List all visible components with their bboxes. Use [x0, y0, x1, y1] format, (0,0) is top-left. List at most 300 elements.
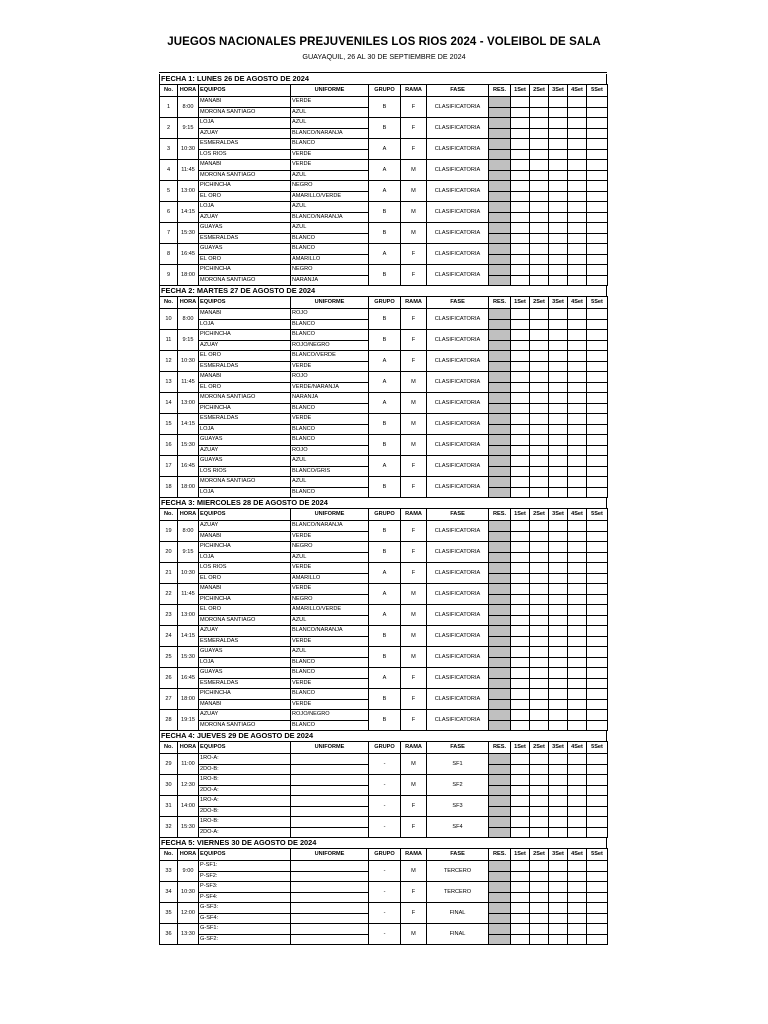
set-2-cell[interactable] [530, 903, 549, 914]
set-2-cell[interactable] [530, 615, 549, 626]
set-4-cell[interactable] [568, 594, 587, 605]
set-2-cell[interactable] [530, 202, 549, 213]
set-3-cell[interactable] [549, 882, 568, 893]
result-cell[interactable] [489, 191, 511, 202]
set-3-cell[interactable] [549, 382, 568, 393]
set-2-cell[interactable] [530, 668, 549, 679]
set-5-cell[interactable] [587, 340, 608, 351]
set-1-cell[interactable] [511, 435, 530, 446]
set-4-cell[interactable] [568, 827, 587, 838]
set-4-cell[interactable] [568, 892, 587, 903]
set-3-cell[interactable] [549, 764, 568, 775]
set-2-cell[interactable] [530, 552, 549, 563]
set-5-cell[interactable] [587, 584, 608, 595]
set-4-cell[interactable] [568, 309, 587, 320]
set-4-cell[interactable] [568, 689, 587, 700]
set-2-cell[interactable] [530, 393, 549, 404]
set-2-cell[interactable] [530, 403, 549, 414]
set-4-cell[interactable] [568, 584, 587, 595]
set-5-cell[interactable] [587, 913, 608, 924]
set-2-cell[interactable] [530, 319, 549, 330]
set-3-cell[interactable] [549, 97, 568, 108]
result-cell[interactable] [489, 139, 511, 150]
set-5-cell[interactable] [587, 594, 608, 605]
set-2-cell[interactable] [530, 605, 549, 616]
set-3-cell[interactable] [549, 191, 568, 202]
set-2-cell[interactable] [530, 806, 549, 817]
set-3-cell[interactable] [549, 139, 568, 150]
set-5-cell[interactable] [587, 191, 608, 202]
set-3-cell[interactable] [549, 149, 568, 160]
result-cell[interactable] [489, 861, 511, 872]
set-2-cell[interactable] [530, 340, 549, 351]
set-2-cell[interactable] [530, 764, 549, 775]
set-1-cell[interactable] [511, 456, 530, 467]
set-1-cell[interactable] [511, 689, 530, 700]
set-5-cell[interactable] [587, 466, 608, 477]
set-2-cell[interactable] [530, 785, 549, 796]
set-5-cell[interactable] [587, 542, 608, 553]
result-cell[interactable] [489, 689, 511, 700]
result-cell[interactable] [489, 244, 511, 255]
set-1-cell[interactable] [511, 720, 530, 731]
set-5-cell[interactable] [587, 319, 608, 330]
set-4-cell[interactable] [568, 657, 587, 668]
set-1-cell[interactable] [511, 118, 530, 129]
set-3-cell[interactable] [549, 244, 568, 255]
set-4-cell[interactable] [568, 202, 587, 213]
result-cell[interactable] [489, 913, 511, 924]
set-4-cell[interactable] [568, 531, 587, 542]
set-3-cell[interactable] [549, 424, 568, 435]
set-3-cell[interactable] [549, 689, 568, 700]
set-3-cell[interactable] [549, 456, 568, 467]
set-2-cell[interactable] [530, 827, 549, 838]
set-2-cell[interactable] [530, 934, 549, 945]
set-4-cell[interactable] [568, 542, 587, 553]
set-1-cell[interactable] [511, 275, 530, 286]
result-cell[interactable] [489, 605, 511, 616]
set-2-cell[interactable] [530, 720, 549, 731]
set-1-cell[interactable] [511, 882, 530, 893]
set-2-cell[interactable] [530, 456, 549, 467]
set-3-cell[interactable] [549, 806, 568, 817]
set-2-cell[interactable] [530, 466, 549, 477]
set-5-cell[interactable] [587, 244, 608, 255]
set-1-cell[interactable] [511, 97, 530, 108]
set-2-cell[interactable] [530, 424, 549, 435]
set-5-cell[interactable] [587, 435, 608, 446]
set-2-cell[interactable] [530, 892, 549, 903]
set-1-cell[interactable] [511, 892, 530, 903]
result-cell[interactable] [489, 382, 511, 393]
set-3-cell[interactable] [549, 796, 568, 807]
set-4-cell[interactable] [568, 361, 587, 372]
set-1-cell[interactable] [511, 903, 530, 914]
result-cell[interactable] [489, 699, 511, 710]
set-4-cell[interactable] [568, 647, 587, 658]
set-1-cell[interactable] [511, 678, 530, 689]
set-1-cell[interactable] [511, 861, 530, 872]
set-3-cell[interactable] [549, 351, 568, 362]
set-1-cell[interactable] [511, 403, 530, 414]
set-4-cell[interactable] [568, 139, 587, 150]
set-1-cell[interactable] [511, 414, 530, 425]
set-3-cell[interactable] [549, 542, 568, 553]
result-cell[interactable] [489, 924, 511, 935]
set-4-cell[interactable] [568, 521, 587, 532]
set-4-cell[interactable] [568, 393, 587, 404]
set-4-cell[interactable] [568, 191, 587, 202]
set-1-cell[interactable] [511, 806, 530, 817]
set-2-cell[interactable] [530, 636, 549, 647]
set-4-cell[interactable] [568, 149, 587, 160]
set-1-cell[interactable] [511, 393, 530, 404]
set-2-cell[interactable] [530, 275, 549, 286]
set-4-cell[interactable] [568, 678, 587, 689]
set-4-cell[interactable] [568, 414, 587, 425]
set-4-cell[interactable] [568, 254, 587, 265]
result-cell[interactable] [489, 573, 511, 584]
set-3-cell[interactable] [549, 445, 568, 456]
set-3-cell[interactable] [549, 552, 568, 563]
set-5-cell[interactable] [587, 699, 608, 710]
set-5-cell[interactable] [587, 170, 608, 181]
result-cell[interactable] [489, 223, 511, 234]
set-1-cell[interactable] [511, 309, 530, 320]
set-5-cell[interactable] [587, 552, 608, 563]
set-4-cell[interactable] [568, 636, 587, 647]
result-cell[interactable] [489, 775, 511, 786]
set-5-cell[interactable] [587, 903, 608, 914]
set-5-cell[interactable] [587, 403, 608, 414]
set-2-cell[interactable] [530, 882, 549, 893]
set-3-cell[interactable] [549, 118, 568, 129]
set-4-cell[interactable] [568, 710, 587, 721]
result-cell[interactable] [489, 796, 511, 807]
set-5-cell[interactable] [587, 657, 608, 668]
set-2-cell[interactable] [530, 382, 549, 393]
set-1-cell[interactable] [511, 542, 530, 553]
set-3-cell[interactable] [549, 233, 568, 244]
result-cell[interactable] [489, 361, 511, 372]
set-1-cell[interactable] [511, 615, 530, 626]
set-3-cell[interactable] [549, 403, 568, 414]
set-2-cell[interactable] [530, 435, 549, 446]
set-5-cell[interactable] [587, 775, 608, 786]
set-4-cell[interactable] [568, 466, 587, 477]
result-cell[interactable] [489, 456, 511, 467]
set-2-cell[interactable] [530, 594, 549, 605]
set-2-cell[interactable] [530, 445, 549, 456]
set-4-cell[interactable] [568, 424, 587, 435]
set-4-cell[interactable] [568, 181, 587, 192]
set-4-cell[interactable] [568, 764, 587, 775]
result-cell[interactable] [489, 340, 511, 351]
set-5-cell[interactable] [587, 573, 608, 584]
set-1-cell[interactable] [511, 871, 530, 882]
result-cell[interactable] [489, 212, 511, 223]
set-3-cell[interactable] [549, 647, 568, 658]
result-cell[interactable] [489, 678, 511, 689]
result-cell[interactable] [489, 647, 511, 658]
set-3-cell[interactable] [549, 393, 568, 404]
set-1-cell[interactable] [511, 330, 530, 341]
set-5-cell[interactable] [587, 827, 608, 838]
set-5-cell[interactable] [587, 254, 608, 265]
set-4-cell[interactable] [568, 615, 587, 626]
set-4-cell[interactable] [568, 563, 587, 574]
set-2-cell[interactable] [530, 330, 549, 341]
result-cell[interactable] [489, 330, 511, 341]
set-3-cell[interactable] [549, 170, 568, 181]
set-3-cell[interactable] [549, 477, 568, 488]
set-2-cell[interactable] [530, 626, 549, 637]
set-1-cell[interactable] [511, 361, 530, 372]
set-1-cell[interactable] [511, 340, 530, 351]
set-5-cell[interactable] [587, 563, 608, 574]
set-1-cell[interactable] [511, 817, 530, 828]
set-5-cell[interactable] [587, 796, 608, 807]
set-2-cell[interactable] [530, 657, 549, 668]
set-4-cell[interactable] [568, 806, 587, 817]
set-4-cell[interactable] [568, 223, 587, 234]
set-1-cell[interactable] [511, 913, 530, 924]
set-1-cell[interactable] [511, 487, 530, 498]
set-4-cell[interactable] [568, 456, 587, 467]
result-cell[interactable] [489, 202, 511, 213]
set-1-cell[interactable] [511, 212, 530, 223]
set-2-cell[interactable] [530, 118, 549, 129]
set-4-cell[interactable] [568, 699, 587, 710]
result-cell[interactable] [489, 720, 511, 731]
set-2-cell[interactable] [530, 775, 549, 786]
result-cell[interactable] [489, 351, 511, 362]
result-cell[interactable] [489, 710, 511, 721]
result-cell[interactable] [489, 615, 511, 626]
set-2-cell[interactable] [530, 861, 549, 872]
set-3-cell[interactable] [549, 435, 568, 446]
set-3-cell[interactable] [549, 361, 568, 372]
set-1-cell[interactable] [511, 254, 530, 265]
set-5-cell[interactable] [587, 487, 608, 498]
set-3-cell[interactable] [549, 678, 568, 689]
set-3-cell[interactable] [549, 414, 568, 425]
set-4-cell[interactable] [568, 212, 587, 223]
set-2-cell[interactable] [530, 212, 549, 223]
set-5-cell[interactable] [587, 414, 608, 425]
set-3-cell[interactable] [549, 861, 568, 872]
set-3-cell[interactable] [549, 754, 568, 765]
result-cell[interactable] [489, 372, 511, 383]
result-cell[interactable] [489, 584, 511, 595]
result-cell[interactable] [489, 882, 511, 893]
set-2-cell[interactable] [530, 170, 549, 181]
set-2-cell[interactable] [530, 796, 549, 807]
set-3-cell[interactable] [549, 563, 568, 574]
set-5-cell[interactable] [587, 97, 608, 108]
set-3-cell[interactable] [549, 827, 568, 838]
set-1-cell[interactable] [511, 244, 530, 255]
set-2-cell[interactable] [530, 817, 549, 828]
set-4-cell[interactable] [568, 487, 587, 498]
result-cell[interactable] [489, 414, 511, 425]
set-4-cell[interactable] [568, 97, 587, 108]
set-4-cell[interactable] [568, 796, 587, 807]
set-5-cell[interactable] [587, 924, 608, 935]
set-3-cell[interactable] [549, 657, 568, 668]
set-5-cell[interactable] [587, 817, 608, 828]
result-cell[interactable] [489, 764, 511, 775]
set-4-cell[interactable] [568, 817, 587, 828]
set-1-cell[interactable] [511, 531, 530, 542]
set-3-cell[interactable] [549, 626, 568, 637]
set-3-cell[interactable] [549, 720, 568, 731]
set-3-cell[interactable] [549, 615, 568, 626]
set-3-cell[interactable] [549, 309, 568, 320]
set-5-cell[interactable] [587, 265, 608, 276]
result-cell[interactable] [489, 445, 511, 456]
result-cell[interactable] [489, 128, 511, 139]
result-cell[interactable] [489, 657, 511, 668]
result-cell[interactable] [489, 871, 511, 882]
result-cell[interactable] [489, 118, 511, 129]
set-1-cell[interactable] [511, 754, 530, 765]
set-3-cell[interactable] [549, 584, 568, 595]
set-2-cell[interactable] [530, 563, 549, 574]
set-5-cell[interactable] [587, 223, 608, 234]
set-3-cell[interactable] [549, 223, 568, 234]
set-4-cell[interactable] [568, 435, 587, 446]
set-5-cell[interactable] [587, 212, 608, 223]
set-2-cell[interactable] [530, 913, 549, 924]
set-5-cell[interactable] [587, 361, 608, 372]
set-5-cell[interactable] [587, 372, 608, 383]
set-1-cell[interactable] [511, 424, 530, 435]
set-1-cell[interactable] [511, 160, 530, 171]
set-3-cell[interactable] [549, 573, 568, 584]
set-4-cell[interactable] [568, 128, 587, 139]
result-cell[interactable] [489, 594, 511, 605]
set-5-cell[interactable] [587, 330, 608, 341]
set-5-cell[interactable] [587, 382, 608, 393]
set-4-cell[interactable] [568, 265, 587, 276]
set-2-cell[interactable] [530, 139, 549, 150]
set-3-cell[interactable] [549, 710, 568, 721]
set-2-cell[interactable] [530, 233, 549, 244]
result-cell[interactable] [489, 817, 511, 828]
set-4-cell[interactable] [568, 720, 587, 731]
set-5-cell[interactable] [587, 785, 608, 796]
set-1-cell[interactable] [511, 181, 530, 192]
set-3-cell[interactable] [549, 160, 568, 171]
set-5-cell[interactable] [587, 118, 608, 129]
result-cell[interactable] [489, 170, 511, 181]
set-5-cell[interactable] [587, 754, 608, 765]
set-1-cell[interactable] [511, 636, 530, 647]
set-3-cell[interactable] [549, 594, 568, 605]
set-2-cell[interactable] [530, 254, 549, 265]
set-3-cell[interactable] [549, 668, 568, 679]
set-1-cell[interactable] [511, 710, 530, 721]
set-5-cell[interactable] [587, 351, 608, 362]
result-cell[interactable] [489, 275, 511, 286]
set-2-cell[interactable] [530, 487, 549, 498]
set-2-cell[interactable] [530, 160, 549, 171]
result-cell[interactable] [489, 435, 511, 446]
result-cell[interactable] [489, 393, 511, 404]
result-cell[interactable] [489, 668, 511, 679]
set-3-cell[interactable] [549, 871, 568, 882]
set-2-cell[interactable] [530, 414, 549, 425]
set-4-cell[interactable] [568, 882, 587, 893]
set-1-cell[interactable] [511, 924, 530, 935]
set-1-cell[interactable] [511, 382, 530, 393]
set-3-cell[interactable] [549, 817, 568, 828]
set-2-cell[interactable] [530, 223, 549, 234]
set-3-cell[interactable] [549, 330, 568, 341]
set-4-cell[interactable] [568, 552, 587, 563]
set-1-cell[interactable] [511, 563, 530, 574]
set-3-cell[interactable] [549, 903, 568, 914]
result-cell[interactable] [489, 107, 511, 118]
set-4-cell[interactable] [568, 118, 587, 129]
set-1-cell[interactable] [511, 827, 530, 838]
set-5-cell[interactable] [587, 160, 608, 171]
set-5-cell[interactable] [587, 882, 608, 893]
set-1-cell[interactable] [511, 223, 530, 234]
result-cell[interactable] [489, 636, 511, 647]
set-4-cell[interactable] [568, 871, 587, 882]
result-cell[interactable] [489, 403, 511, 414]
set-3-cell[interactable] [549, 521, 568, 532]
set-5-cell[interactable] [587, 689, 608, 700]
set-5-cell[interactable] [587, 626, 608, 637]
set-2-cell[interactable] [530, 351, 549, 362]
set-2-cell[interactable] [530, 699, 549, 710]
result-cell[interactable] [489, 827, 511, 838]
set-5-cell[interactable] [587, 531, 608, 542]
set-5-cell[interactable] [587, 871, 608, 882]
set-5-cell[interactable] [587, 647, 608, 658]
result-cell[interactable] [489, 563, 511, 574]
set-2-cell[interactable] [530, 265, 549, 276]
set-1-cell[interactable] [511, 170, 530, 181]
set-1-cell[interactable] [511, 191, 530, 202]
set-4-cell[interactable] [568, 351, 587, 362]
set-4-cell[interactable] [568, 330, 587, 341]
result-cell[interactable] [489, 466, 511, 477]
set-1-cell[interactable] [511, 107, 530, 118]
result-cell[interactable] [489, 233, 511, 244]
set-3-cell[interactable] [549, 212, 568, 223]
result-cell[interactable] [489, 149, 511, 160]
set-5-cell[interactable] [587, 615, 608, 626]
result-cell[interactable] [489, 309, 511, 320]
set-2-cell[interactable] [530, 97, 549, 108]
set-1-cell[interactable] [511, 351, 530, 362]
set-4-cell[interactable] [568, 913, 587, 924]
set-5-cell[interactable] [587, 806, 608, 817]
set-1-cell[interactable] [511, 584, 530, 595]
set-2-cell[interactable] [530, 191, 549, 202]
set-3-cell[interactable] [549, 128, 568, 139]
result-cell[interactable] [489, 319, 511, 330]
set-2-cell[interactable] [530, 573, 549, 584]
set-2-cell[interactable] [530, 149, 549, 160]
set-4-cell[interactable] [568, 605, 587, 616]
set-5-cell[interactable] [587, 393, 608, 404]
